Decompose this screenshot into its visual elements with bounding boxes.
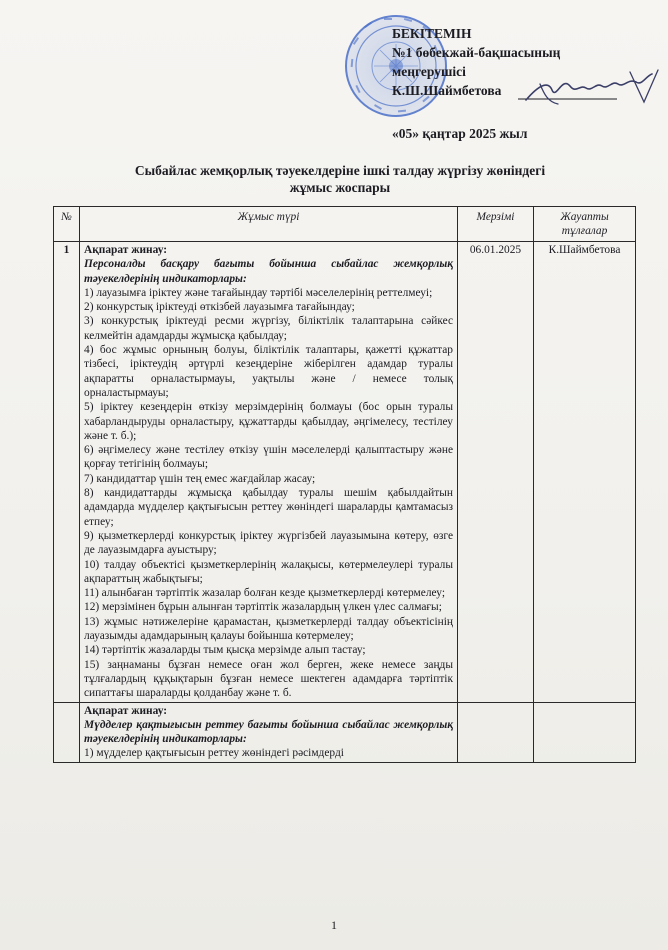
list-item: 1) мүдделер қақтығысын реттеу жөніндегі рәсімдерді [84,747,344,760]
list-item: 5) іріктеу кезеңдерін өткізу мерзімдерінің болмауы (бос орын туралы хабарландыруды орналастыру, құжаттарды қабылдау, әңгімелесу, тестілеу және т. б.); [84,401,453,442]
document-title [60,162,620,196]
responsible-cell: К.Шаймбетова [534,242,636,703]
list-item: 3) конкурстық іріктеуді ресми жүргізу, біліктілік талаптарына сәйкес келмейтін адамдарды жұмысқа қабылдау; [84,315,453,342]
list-item: 10) талдау объектісі қызметкерлерінің жалақысы, көтермелеулері туралы ақпараттың жабықтығы; [84,558,453,585]
handwritten-signature [518,66,668,116]
work-description [80,702,458,762]
section-subheading: Мүдделер қақтығысын реттеу бағыты бойынша сыбайлас жемқорлық тәуекелдерінің индикаторлары: [84,718,453,746]
work-plan-table [53,206,636,763]
list-item: 6) әңгімелесу және тестілеу өткізу үшін мәселелерді қалыптастыру және қорғау тетігінің болмауы; [84,444,453,471]
approval-signer-name: К.Ш.Шаймбетова [392,83,502,98]
list-item: 15) заңнаманы бұзған немесе оған жол берген, жеке немесе заңды тұлғалардың құқықтарын бұзған немесе шектеген адамдарға тәртіптік сипаттағы шараларды қолданбау және т. б. [84,658,453,700]
table-row [54,242,636,703]
list-item: 13) жұмыс нәтижелеріне қарамастан, қызметкерлерді талдау объектісінің лауазымды адамдарының қалауы бойынша көтермелеу; [84,615,453,643]
title-line-2: жұмыс жоспары [289,180,391,195]
row-number: 1 [54,242,80,703]
section-heading: Ақпарат жинау: [84,704,168,717]
table-header-row [54,207,636,242]
list-item: 2) конкурстық іріктеуді өткізбей лауазымға тағайындау; [84,301,355,314]
approval-date: «05» қаңтар 2025 жыл [392,126,528,141]
approval-position: меңгерушісі [392,64,466,79]
header-number: № [54,207,80,242]
section-subheading: Персоналды басқару бағыты бойынша сыбайлас жемқорлық тәуекелдерінің индикаторлары: [84,258,453,285]
title-line-1: Сыбайлас жемқорлық тәуекелдеріне ішкі талдау жүргізу жөніндегі [134,163,546,178]
table-row [54,702,636,762]
header-deadline: Мерзімі [458,207,534,242]
list-item: 7) кандидаттар үшін тең емес жағдайлар жасау; [84,472,316,485]
header-work-type: Жұмыс түрі [80,207,458,242]
list-item: 14) тәртіптік жазаларды тым қысқа мерзімде алып тастау; [84,644,366,657]
section-heading: Ақпарат жинау: [84,244,168,256]
list-item: 12) мерзімінен бұрын алынған тәртіптік жазалардың үлкен үлес салмағы; [84,601,442,614]
approval-organization: №1 бөбекжай-бақшасының [392,45,561,60]
header-responsible: Жауапты тұлғалар [534,207,636,242]
list-item: 1) лауазымға іріктеу және тағайындау тәртібі мәселелерінің реттелмеуі; [84,286,433,299]
list-item: 8) кандидаттарды жұмысқа қабылдау туралы шешім қабылдайтын адамдарда мүдделер қақтығысын реттеу жөніндегі шараларды қамтамасыз етпеу; [84,487,453,528]
approval-heading: БЕКІТЕМІН [392,26,472,41]
list-item: 9) қызметкерлерді конкурстық іріктеу жүргізбей лауазымына көтеру, өзге де лауазымдарға ауыстыру; [84,529,453,557]
list-item: 11) алынбаған тәртіптік жазалар болған кезде қызметкерлерді көтермелеу; [84,587,445,600]
page-number: 1 [331,918,337,932]
responsible-cell [534,702,636,762]
list-item: 4) бос жұмыс орнының болуы, біліктілік талаптары, қажетті құжаттар тізбесі, іріктеудің әртүрлі кезеңдеріне жіберілген адамдар туралы ақпаратты орналастырмауы, уақтылы және / немесе толық орналастырмауы; [84,344,453,399]
deadline-cell [458,702,534,762]
deadline-cell: 06.01.2025 [458,242,534,703]
row-number [54,702,80,762]
work-description [80,242,458,703]
